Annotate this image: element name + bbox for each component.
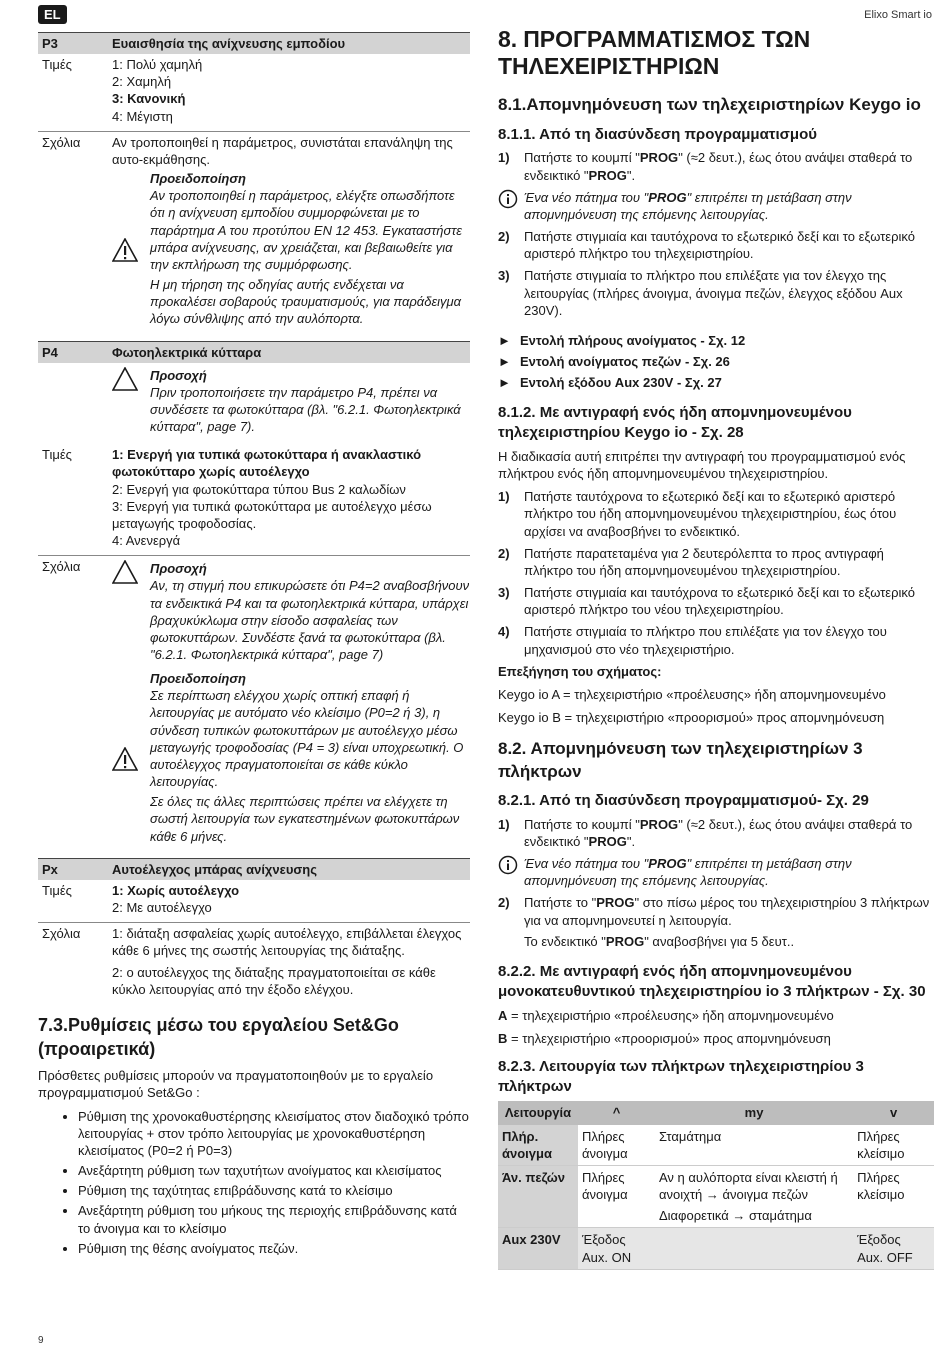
step-text: Πατήστε το κουμπί ": [524, 816, 640, 832]
legend-key: B: [498, 1030, 508, 1046]
step-text: Πατήστε στιγμιαία το πλήκτρο που επιλέξατε για τον έλεγχο της λειτουργίας (πλήρες άνοιγμα, άνοιγμα πεζών, έλεγχος εξόδου Aux 230V).: [524, 268, 903, 318]
caution-icon: [112, 560, 150, 666]
step-text: Το ενδεικτικό ": [524, 933, 606, 949]
prog-label: PROG: [648, 189, 687, 205]
key-function-table: [498, 1101, 934, 1269]
value-item: 3: Ενεργή για τυπικά φωτοκύτταρα με αυτοέλεγχο μέσω μεταγωγής τροφοδοσίας.: [112, 498, 432, 531]
caution-title: Προσοχή: [150, 561, 207, 577]
command-item: [498, 332, 934, 349]
warning-block: [112, 170, 470, 330]
section-number: 7.3.: [38, 1014, 69, 1035]
chapter-number: 8.: [498, 26, 518, 52]
table-cell: Πλήρες κλείσιμο: [853, 1125, 934, 1166]
param-values-p3: [38, 54, 470, 127]
section-8-2-3-heading: 8.2.3. Λειτουργία των πλήκτρων τηλεχειριστηρίου 3 πλήκτρων: [498, 1057, 864, 1095]
row-header: Πλήρ. άνοιγμα: [498, 1125, 578, 1166]
table-cell: Έξοδος Aux. OFF: [853, 1228, 934, 1269]
info-note: [498, 189, 934, 223]
list-item: • Ρύθμιση της χρονοκαθυστέρησης κλεισίματος στον διαδοχικό τρόπο λειτουργίας + στον τρόπο λειτουργίας με χρονοκαθυστέρηση κλεισίματος (P0=2 ή P0=3): [78, 1108, 470, 1159]
value-item-default: 3: Κανονική: [112, 91, 186, 107]
warning-text: Σε περίπτωση ελέγχου χωρίς οπτική επαφή ή λειτουργίας με αυτόματο νέο κλείσιμο (P0=2 ή 3), η σύνδεση τυπικών φωτοκυττάρων με αυτοέλεγχο μέσω μεταγωγής τροφοδοσίας (P4 = 3) είναι υποχρεωτική. Ο αυτοέλεγχος πραγματοποιείται σε κάθε κύκλο λειτουργίας.: [150, 688, 464, 790]
step-text: " (≈2 δευτ.), έως ότου ανάψει σταθερά το ενδεικτικό ": [524, 150, 913, 183]
step-text: ".: [626, 833, 636, 849]
legend-item: [498, 1007, 934, 1024]
table-header-row: [498, 1101, 934, 1124]
section-intro: Η διαδικασία αυτή επιτρέπει την αντιγραφή του προγραμματισμού ενός πλήκτρου ενός ήδη απομνημονευμένου τηλεχειριστηρίου.: [498, 448, 906, 482]
info-text: " επιτρέπει τη μετάβαση στην απομνημόνευση της επόμενης λειτουργίας.: [524, 189, 852, 222]
step-text: Πατήστε το ": [524, 895, 597, 911]
warning-block: [112, 670, 470, 848]
table-cell: [655, 1165, 853, 1227]
step-item: 1) Πατήστε το κουμπί "PROG" (≈2 δευτ.), έως ότου ανάψει σταθερά το ενδεικτικό "PROG".: [498, 816, 913, 849]
prog-label: PROG: [648, 856, 687, 872]
step-item: 2) Πατήστε παρατεταμένα για 2 δευτερόλεπτα το προς αντιγραφή πλήκτρο του ήδη απομνημονευμένου τηλεχειριστηρίου.: [498, 545, 934, 579]
warning-icon: [112, 670, 150, 848]
step-item: 2) Πατήστε στιγμιαία και ταυτόχρονα το εξωτερικό δεξί και το εξωτερικό αριστερό πλήκτρο του τηλεχειριστηρίου.: [498, 228, 934, 262]
step-item: 1) Πατήστε ταυτόχρονα το εξωτερικό δεξί και το εξωτερικό αριστερό πλήκτρο του ήδη απομνημονευμένου τηλεχειριστηρίου, έως ότου αρχίσει να αναβοσβήνει το ενδεικτικό.: [498, 488, 934, 539]
values-label: Τιμές: [42, 882, 72, 898]
command-text: Εντολή ανοίγματος πεζών - Σχ. 26: [520, 354, 730, 370]
param-code: P3: [42, 36, 58, 51]
section-8-1-2-heading: 8.1.2. Με αντιγραφή ενός ήδη απομνημονευμένου τηλεχειριστηρίου Keygo io - Σχ. 28: [498, 404, 852, 442]
page-number: 9: [38, 1335, 44, 1346]
step-item: 3) Πατήστε στιγμιαία και ταυτόχρονα το εξωτερικό δεξί και το εξωτερικό αριστερό πλήκτρο του νέου τηλεχειριστηρίου.: [498, 584, 934, 618]
caution-block: [112, 560, 470, 666]
command-text: Εντολή εξόδου Aux 230V - Σχ. 27: [520, 375, 722, 391]
value-item: 2: Με αυτοέλεγχο: [112, 900, 212, 916]
caution-block: [112, 367, 470, 439]
list-item: • Ρύθμιση της ταχύτητας επιβράδυνσης κατά το κλείσιμο: [78, 1182, 470, 1199]
step-item: 3) Πατήστε στιγμιαία το πλήκτρο που επιλέξατε για τον έλεγχο της λειτουργίας (πλήρες άνοιγμα, άνοιγμα πεζών, έλεγχος εξόδου Aux 230V).: [498, 267, 934, 318]
table-row: [498, 1165, 934, 1227]
param-code: Px: [42, 861, 58, 877]
legend-item: Keygo io A = τηλεχειριστήριο «προέλευσης» ήδη απομνημονευμένο: [498, 686, 886, 702]
step-text: " αναβοσβήνει για 5 δευτ..: [644, 933, 795, 949]
info-icon: [498, 855, 524, 889]
legend-title: Επεξήγηση του σχήματος:: [498, 663, 662, 679]
row-header: Άν. πεζών: [498, 1165, 578, 1227]
legend-key: A: [498, 1007, 508, 1023]
table-header-up: ^: [578, 1101, 655, 1124]
section-title: Ρυθμίσεις μέσω του εργαλείου Set&Go (προαιρετικά): [38, 1014, 399, 1059]
step-item: 4) Πατήστε στιγμιαία το πλήκτρο που επιλέξατε για τον έλεγχο του μηχανισμού στο νέο τηλεχειριστήριο.: [498, 623, 934, 657]
step-text: Πατήστε παρατεταμένα για 2 δευτερόλεπτα το προς αντιγραφή πλήκτρο του ήδη απομνημονευμένου τηλεχειριστηρίου.: [524, 545, 884, 578]
value-item: 4: Ανενεργά: [112, 533, 181, 549]
warning-text: Αν τροποποιηθεί η παράμετρος, ελέγξτε οπωσδήποτε ότι η ανίχνευση εμποδίου συμμορφώνεται με το παράρτημα Α του προτύπου EN 12 453. Εγκαταστήστε μπάρα ανίχνευσης, αν χρειάζεται, και βεβαιωθείτε για την εκπλήρωση της συμμόρφωσης.: [150, 188, 462, 272]
note-text: Αν τροποποιηθεί η παράμετρος, συνιστάται επανάληψη της αυτο-εκμάθησης.: [112, 134, 453, 167]
table-cell: Σταμάτημα: [655, 1125, 853, 1166]
note-item: 1: διάταξη ασφαλείας χωρίς αυτοέλεγχο, επιβάλλεται έλεγχος κάθε 6 μήνες της σωστής λειτουργίας της διάταξης.: [112, 926, 462, 959]
chapter-8-heading: [498, 26, 934, 80]
section-8-1-1-heading: 8.1.1. Από τη διασύνδεση προγραμματισμού: [498, 125, 817, 143]
param-values-p4: [38, 444, 470, 551]
cell-line: Αν η αυλόπορτα είναι κλειστή ή ανοιχτή → άνοιγμα πεζών: [658, 1169, 838, 1203]
table-cell: Πλήρες άνοιγμα: [578, 1125, 655, 1166]
param-code: P4: [42, 344, 58, 360]
step-item: 1) Πατήστε το κουμπί "PROG" (≈2 δευτ.), έως ότου ανάψει σταθερά το ενδεικτικό "PROG".: [498, 150, 913, 183]
table-header-down: v: [853, 1101, 934, 1124]
table-cell: Έξοδος Aux. ON: [578, 1228, 655, 1269]
list-item: • Ανεξάρτητη ρύθμιση του μήκους της περιοχής επιβράδυνσης κατά το άνοιγμα και το κλείσιμο: [78, 1202, 470, 1236]
param-header-p4: [38, 341, 470, 363]
table-header: Λειτουργία: [498, 1101, 578, 1124]
param-title: Φωτοηλεκτρικά κύτταρα: [112, 344, 262, 360]
table-row: [498, 1125, 934, 1166]
legend-text: = τηλεχειριστήριο «προέλευσης» ήδη απομνημονευμένο: [507, 1007, 834, 1023]
section-7-3-heading: [38, 1014, 470, 1062]
command-item: [498, 374, 934, 391]
note-item: 2: ο αυτοέλεγχος της διάταξης πραγματοποιείται σε κάθε κύκλο λειτουργίας από την έξοδο ελέγχου.: [112, 964, 436, 997]
table-cell: Πλήρες κλείσιμο: [853, 1165, 934, 1227]
row-header: Aux 230V: [498, 1228, 578, 1269]
section-8-2-2-heading: 8.2.2. Με αντιγραφή ενός ήδη απομνημονευμένου μονοκατευθυντικού τηλεχειριστηρίου io 3 πλήκτρων - Σχ. 30: [498, 962, 926, 1000]
section-8-2-heading: 8.2. Απομνημόνευση των τηλεχειριστηρίων 3 πλήκτρων: [498, 739, 863, 781]
prog-label: PROG: [588, 833, 627, 849]
section-7-3-intro: Πρόσθετες ρυθμίσεις μπορούν να πραγματοποιηθούν με το εργαλείο προγραμματισμού Set&Go :: [38, 1068, 434, 1101]
step-text: Πατήστε ταυτόχρονα το εξωτερικό δεξί και το εξωτερικό αριστερό πλήκτρο του ήδη απομνημονευμένου τηλεχειριστηρίου, έως ότου αρχίσει να αναβοσβήνει το ενδεικτικό.: [524, 489, 897, 539]
caution-icon: [112, 367, 150, 439]
value-item-default: 1: Χωρίς αυτοέλεγχο: [112, 882, 240, 898]
notes-label: Σχόλια: [42, 559, 81, 575]
step-text: " στο πίσω μέρος του τηλεχειριστηρίου 3 πλήκτρων για να απομνημονευτεί η λειτουργία.: [524, 895, 930, 928]
table-header-my: my: [655, 1101, 853, 1124]
info-note: [498, 855, 934, 889]
prog-label: PROG: [605, 933, 645, 949]
info-text: Ένα νέο πάτημα του ": [524, 189, 649, 205]
value-item: 1: Πολύ χαμηλή: [112, 57, 203, 73]
warning-icon: [112, 170, 150, 330]
right-column: [498, 26, 934, 1270]
param-title: Αυτοέλεγχος μπάρας ανίχνευσης: [112, 861, 317, 877]
section-8-2-1-heading: 8.2.1. Από τη διασύνδεση προγραμματισμού- Σχ. 29: [498, 792, 869, 810]
step-text: " (≈2 δευτ.), έως ότου ανάψει σταθερά το ενδεικτικό ": [524, 816, 913, 849]
command-text: Εντολή πλήρους ανοίγματος - Σχ. 12: [520, 332, 746, 348]
brand-label: Elixo Smart io: [864, 9, 932, 21]
prog-label: PROG: [639, 150, 679, 166]
param-header-p3: [38, 32, 470, 54]
cell-line: Διαφορετικά → σταμάτημα: [658, 1208, 812, 1224]
arrow-right-icon: ►: [498, 332, 511, 348]
warning-text: Σε όλες τις άλλες περιπτώσεις πρέπει να ελέγχετε τη σωστή λειτουργία των εγκατεστημένων φωτοκυττάρων κάθε 6 μήνες.: [150, 794, 460, 844]
arrow-right-icon: ►: [498, 375, 511, 391]
warning-text: Η μη τήρηση της οδηγίας αυτής ενδέχεται να προκαλέσει σοβαρούς τραυματισμούς, για παράδειγμα λόγω σύνθλιψης από την αυλόπορτα.: [150, 277, 462, 327]
command-item: [498, 353, 934, 370]
table-cell: Πλήρες άνοιγμα: [578, 1165, 655, 1227]
legend-text: = τηλεχειριστήριο «προορισμού» προς απομνημόνευση: [507, 1030, 831, 1046]
notes-label: Σχόλια: [42, 134, 81, 150]
warning-title: Προειδοποίηση: [150, 171, 246, 187]
table-row: [498, 1228, 934, 1269]
caution-text: Αν, τη στιγμή που επικυρώσετε ότι P4=2 αναβοσβήνουν τα ενδεικτικά P4 και τα φωτοηλεκτρικά κύτταρα, υπάρχει βραχυκύκλωμα στην είσοδο ασφαλείας των φωτοκυττάρων. Συνδέστε ξανά τα φωτοκύτταρα (βλ. "6.2.1. Φωτοηλεκτρικά κύτταρα", page 7): [150, 578, 470, 662]
caution-text: Πριν τροποποιήσετε την παράμετρο P4, πρέπει να συνδέσετε τα φωτοκύτταρα (βλ. "6.2.1. Φωτοηλεκτρικά κύτταρα", page 7).: [150, 384, 461, 435]
value-item: 2: Χαμηλή: [112, 74, 172, 90]
values-label: Τιμές: [42, 57, 72, 73]
section-8-1-heading: 8.1.Απομνημόνευση των τηλεχειριστηρίων Keygo io: [498, 95, 921, 115]
value-item-default: 1: Ενεργή για τυπικά φωτοκύτταρα ή ανακλαστικό φωτοκύτταρο χωρίς αυτοέλεγχο: [112, 447, 422, 480]
list-item: • Ανεξάρτητη ρύθμιση των ταχυτήτων ανοίγματος και κλεισίματος: [78, 1162, 470, 1179]
table-cell: [655, 1228, 853, 1269]
warning-title: Προειδοποίηση: [150, 671, 246, 687]
list-item: • Ρύθμιση της θέσης ανοίγματος πεζών.: [78, 1240, 470, 1257]
set-go-bullet-list: [38, 1108, 470, 1257]
values-label: Τιμές: [42, 447, 72, 463]
value-item: 2: Ενεργή για φωτοκύτταρα τύπου Bus 2 καλωδίων: [112, 481, 406, 497]
param-notes-px: [38, 923, 470, 1000]
step-text: Πατήστε το κουμπί ": [524, 150, 640, 166]
notes-label: Σχόλια: [42, 926, 81, 942]
language-badge: EL: [38, 5, 67, 24]
param-notes-p4: [38, 556, 470, 854]
prog-label: PROG: [588, 167, 627, 183]
param-header-px: [38, 858, 470, 880]
prog-label: PROG: [639, 816, 679, 832]
prog-label: PROG: [596, 895, 635, 911]
step-text: ".: [626, 167, 636, 183]
param-values-px: [38, 880, 470, 918]
step-text: Πατήστε στιγμιαία το πλήκτρο που επιλέξατε για τον έλεγχο του μηχανισμού στο νέο τηλεχειριστήριο.: [524, 624, 887, 657]
value-item: 4: Μέγιστη: [112, 108, 173, 124]
param-title: Ευαισθησία της ανίχνευσης εμποδίου: [112, 36, 346, 51]
step-text: Πατήστε στιγμιαία και ταυτόχρονα το εξωτερικό δεξί και το εξωτερικό αριστερό πλήκτρο του νέου τηλεχειριστηρίου.: [524, 585, 915, 618]
chapter-title: ΠΡΟΓΡΑΜΜΑΤΙΣΜΟΣ ΤΩΝ ΤΗΛΕΧΕΙΡΙΣΤΗΡΙΩΝ: [498, 26, 811, 80]
info-text: " επιτρέπει τη μετάβαση στην απομνημόνευση της επόμενης λειτουργίας.: [524, 856, 852, 889]
legend-item: [498, 1030, 934, 1047]
left-column: [38, 32, 470, 1260]
arrow-right-icon: ►: [498, 354, 511, 370]
step-item: 2) Πατήστε το "PROG" στο πίσω μέρος του τηλεχειριστηρίου 3 πλήκτρων για να απομνημονευτεί η λειτουργία. Το ενδεικτικό "PROG" αναβοσβήνει για 5 δευτ..: [498, 895, 930, 949]
caution-title: Προσοχή: [150, 367, 207, 383]
param-notes-p3: [38, 132, 470, 337]
legend-item: Keygo io B = τηλεχειριστήριο «προορισμού» προς απομνημόνευση: [498, 709, 885, 725]
step-text: Πατήστε στιγμιαία και ταυτόχρονα το εξωτερικό δεξί και το εξωτερικό αριστερό πλήκτρο του τηλεχειριστηρίου.: [524, 229, 915, 262]
info-text: Ένα νέο πάτημα του ": [524, 856, 649, 872]
info-icon: [498, 189, 524, 223]
